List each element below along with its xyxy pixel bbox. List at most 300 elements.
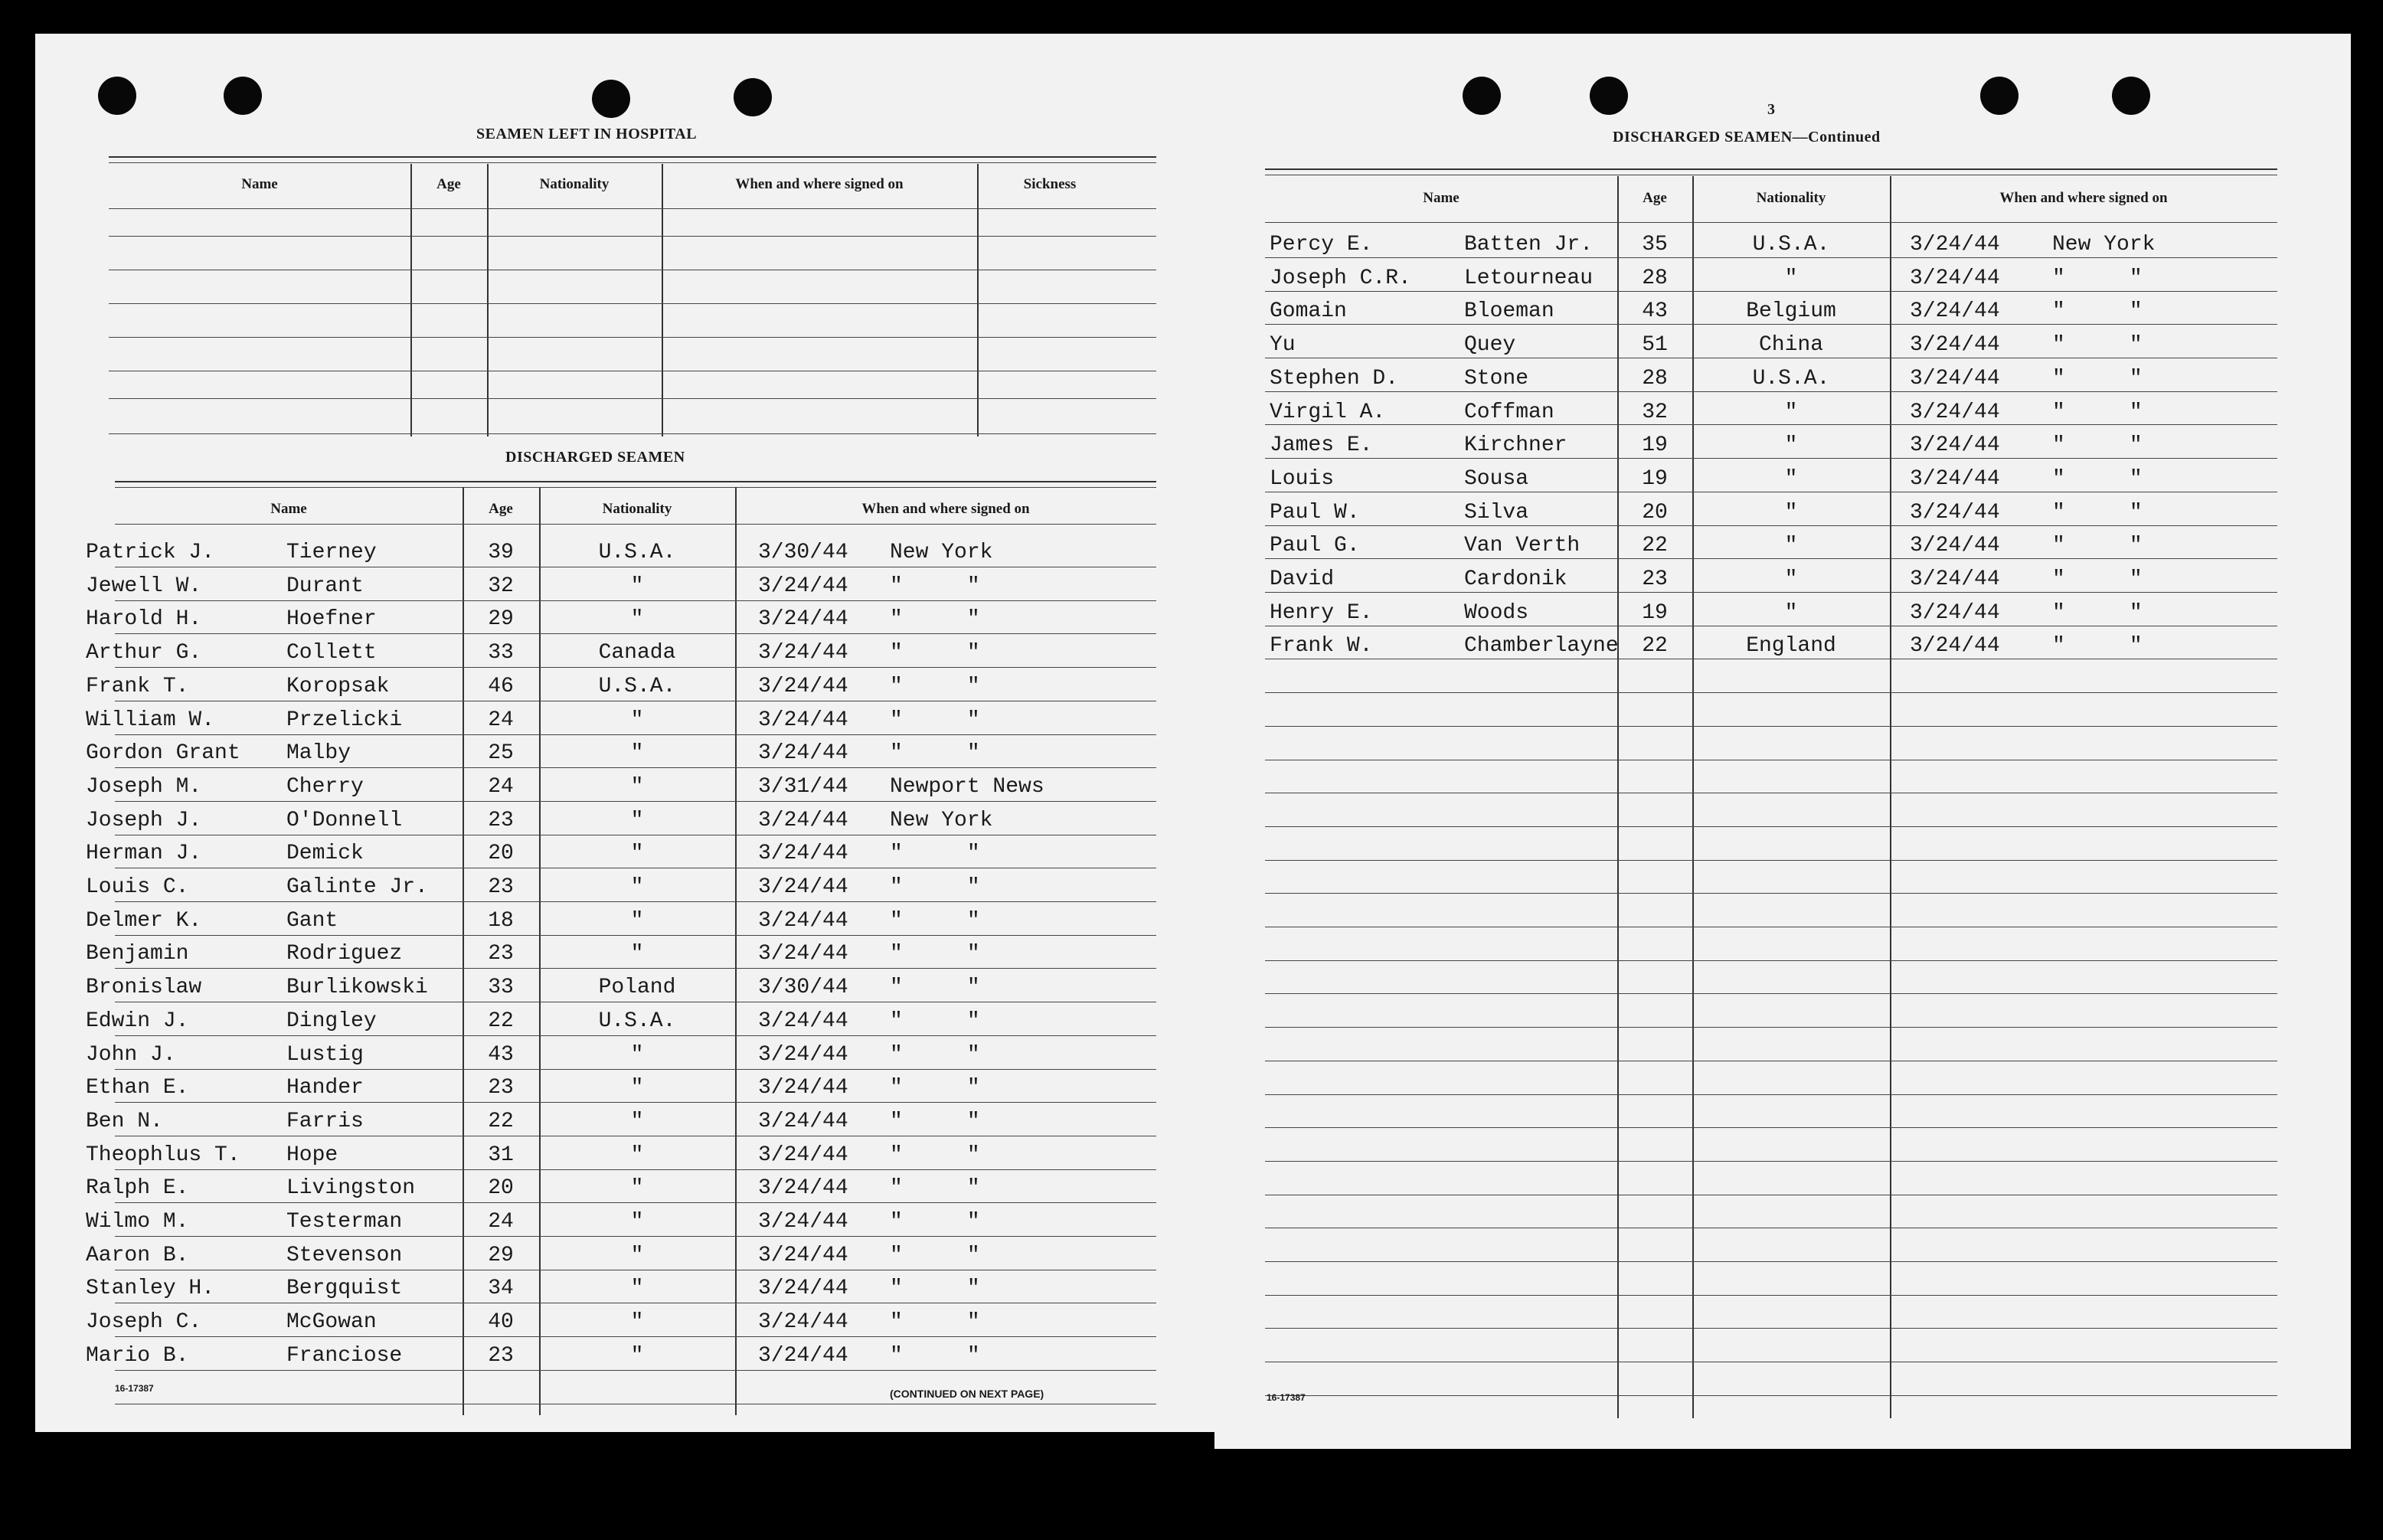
first-name: Edwin J.	[86, 1009, 189, 1033]
column-divider	[410, 164, 412, 436]
hospital-column-header: Nationality	[539, 176, 610, 192]
first-name: Louis	[1270, 467, 1335, 491]
row-line	[109, 303, 1156, 304]
first-name: Paul W.	[1270, 501, 1360, 525]
signed-on-date: 3/24/44	[758, 809, 848, 832]
signed-on-date: 3/24/44	[1910, 501, 2000, 525]
signed-on-date: 3/24/44	[758, 1009, 848, 1033]
signed-on-place: " "	[890, 1076, 980, 1100]
first-name: Paul G.	[1270, 534, 1360, 557]
first-name: David	[1270, 567, 1335, 591]
last-name: Bloeman	[1464, 299, 1554, 323]
nationality: "	[1784, 501, 1798, 525]
first-name: Joseph C.	[86, 1310, 202, 1334]
signed-on-date: 3/24/44	[1910, 467, 2000, 491]
signed-on-place: " "	[890, 1009, 980, 1033]
last-name: Cherry	[286, 775, 364, 799]
row-line	[1265, 726, 2277, 727]
nationality: Poland	[598, 976, 676, 999]
last-name: Hoefner	[286, 607, 377, 631]
row-line	[1265, 1328, 2277, 1329]
nationality: "	[630, 1344, 644, 1368]
last-name: Dingley	[286, 1009, 377, 1033]
last-name: Livingston	[286, 1176, 416, 1200]
signed-on-date: 3/24/44	[1910, 634, 2000, 658]
age: 22	[488, 1110, 514, 1133]
punch-hole-icon	[1590, 77, 1628, 115]
punch-hole-icon	[734, 78, 772, 116]
row-line	[115, 1035, 1156, 1036]
row-line	[109, 236, 1156, 237]
row-line	[115, 1169, 1156, 1170]
nationality: "	[1784, 401, 1798, 424]
row-line	[115, 1069, 1156, 1070]
signed-on-date: 3/24/44	[1910, 433, 2000, 457]
signed-on-place: " "	[2052, 433, 2143, 457]
age: 19	[1642, 467, 1668, 491]
hospital-column-header: Name	[241, 176, 278, 192]
age: 28	[1642, 266, 1668, 290]
row-line	[1265, 324, 2277, 325]
last-name: Burlikowski	[286, 976, 428, 999]
nationality: "	[1784, 266, 1798, 290]
nationality: "	[1784, 433, 1798, 457]
row-line	[1265, 826, 2277, 827]
first-name: Aaron B.	[86, 1244, 189, 1267]
age: 43	[488, 1043, 514, 1067]
first-name: Virgil A.	[1270, 401, 1386, 424]
age: 24	[488, 1210, 514, 1234]
column-divider	[487, 164, 489, 436]
age: 28	[1642, 367, 1668, 391]
last-name: O'Donnell	[286, 809, 403, 832]
first-name: Ben N.	[86, 1110, 163, 1133]
row-line	[1265, 558, 2277, 559]
row-line	[1265, 424, 2277, 425]
signed-on-place: " "	[890, 1244, 980, 1267]
hospital-column-header: Sickness	[1023, 176, 1077, 192]
signed-on-date: 3/24/44	[1910, 299, 2000, 323]
row-line	[1265, 525, 2277, 526]
row-line	[115, 801, 1156, 802]
age: 23	[488, 875, 514, 899]
last-name: Gant	[286, 909, 338, 933]
column-divider	[1890, 176, 1891, 1418]
row-line	[1265, 291, 2277, 292]
signed-on-date: 3/30/44	[758, 976, 848, 999]
first-name: Herman J.	[86, 842, 202, 865]
signed-on-place: " "	[890, 1344, 980, 1368]
first-name: Joseph J.	[86, 809, 202, 832]
nationality: "	[630, 1176, 644, 1200]
age: 51	[1642, 333, 1668, 357]
age: 39	[488, 541, 514, 564]
first-name: Patrick J.	[86, 541, 215, 564]
row-line	[1265, 860, 2277, 861]
nationality: "	[630, 607, 644, 631]
age: 29	[488, 607, 514, 631]
nationality: "	[630, 942, 644, 966]
hospital-column-header: When and where signed on	[735, 176, 904, 192]
row-line	[1265, 893, 2277, 894]
row-line	[115, 1202, 1156, 1203]
first-name: Arthur G.	[86, 641, 202, 665]
age: 20	[488, 842, 514, 865]
signed-on-place: " "	[2052, 333, 2143, 357]
signed-on-date: 3/30/44	[758, 541, 848, 564]
first-name: Harold H.	[86, 607, 202, 631]
signed-on-place: " "	[890, 708, 980, 732]
signed-on-place: " "	[890, 1210, 980, 1234]
last-name: Testerman	[286, 1210, 403, 1234]
signed-on-date: 3/24/44	[758, 942, 848, 966]
last-name: Van Verth	[1464, 534, 1580, 557]
signed-on-place: " "	[2052, 534, 2143, 557]
row-line	[115, 1236, 1156, 1237]
signed-on-date: 3/24/44	[758, 1043, 848, 1067]
nationality: "	[630, 1043, 644, 1067]
hospital-section-title: SEAMEN LEFT IN HOSPITAL	[476, 126, 698, 142]
nationality: "	[630, 1143, 644, 1167]
signed-on-place: " "	[890, 574, 980, 598]
age: 20	[488, 1176, 514, 1200]
first-name: Louis C.	[86, 875, 189, 899]
column-divider	[977, 164, 979, 436]
punch-hole-icon	[98, 77, 136, 115]
nationality: "	[630, 1244, 644, 1267]
form-number: 16-17387	[115, 1383, 154, 1394]
signed-on-date: 3/24/44	[758, 842, 848, 865]
last-name: Hope	[286, 1143, 338, 1167]
last-name: Letourneau	[1464, 266, 1594, 290]
row-line	[109, 433, 1156, 434]
first-name: Wilmo M.	[86, 1210, 189, 1234]
row-line	[115, 1336, 1156, 1337]
signed-on-place: " "	[890, 675, 980, 698]
signed-on-place: " "	[890, 641, 980, 665]
row-line	[1265, 960, 2277, 961]
punch-hole-icon	[1980, 77, 2019, 115]
row-line	[115, 1102, 1156, 1103]
last-name: Collett	[286, 641, 377, 665]
first-name: Yu	[1270, 333, 1296, 357]
last-name: Kirchner	[1464, 433, 1567, 457]
signed-on-place: New York	[890, 809, 993, 832]
rule	[115, 487, 1156, 488]
row-line	[109, 398, 1156, 399]
age: 19	[1642, 601, 1668, 625]
nationality: "	[630, 775, 644, 799]
first-name: Ethan E.	[86, 1076, 189, 1100]
last-name: Demick	[286, 842, 364, 865]
nationality: "	[630, 809, 644, 832]
column-header: Name	[1423, 190, 1460, 206]
row-line	[1265, 1395, 2277, 1396]
signed-on-date: 3/24/44	[758, 1076, 848, 1100]
signed-on-date: 3/24/44	[758, 1110, 848, 1133]
column-divider	[735, 487, 737, 1415]
nationality: "	[630, 1277, 644, 1300]
nationality: U.S.A.	[598, 1009, 676, 1033]
signed-on-date: 3/24/44	[758, 574, 848, 598]
signed-on-date: 3/24/44	[758, 741, 848, 765]
rule	[109, 162, 1156, 163]
last-name: Stone	[1464, 367, 1529, 391]
signed-on-place: " "	[890, 1277, 980, 1300]
signed-on-date: 3/24/44	[758, 675, 848, 698]
row-line	[115, 1370, 1156, 1371]
first-name: Stanley H.	[86, 1277, 215, 1300]
row-line	[1265, 1261, 2277, 1262]
nationality: "	[630, 909, 644, 933]
column-divider	[1692, 176, 1694, 1418]
row-line	[115, 968, 1156, 969]
continued-section-title: DISCHARGED SEAMEN—Continued	[1613, 129, 1881, 145]
rule	[109, 156, 1156, 158]
last-name: Rodriguez	[286, 942, 403, 966]
signed-on-place: Newport News	[890, 775, 1044, 799]
first-name: Delmer K.	[86, 909, 202, 933]
first-name: Percy E.	[1270, 233, 1373, 257]
last-name: Durant	[286, 574, 364, 598]
age: 34	[488, 1277, 514, 1300]
nationality: "	[630, 1310, 644, 1334]
nationality: "	[1784, 601, 1798, 625]
column-divider	[662, 164, 663, 436]
signed-on-place: " "	[2052, 501, 2143, 525]
last-name: Batten Jr.	[1464, 233, 1594, 257]
signed-on-place: " "	[2052, 401, 2143, 424]
row-line	[1265, 391, 2277, 392]
signed-on-date: 3/24/44	[758, 1277, 848, 1300]
first-name: James E.	[1270, 433, 1373, 457]
nationality: "	[1784, 534, 1798, 557]
last-name: McGowan	[286, 1310, 377, 1334]
age: 20	[1642, 501, 1668, 525]
punch-hole-icon	[592, 80, 630, 118]
nationality: China	[1758, 333, 1823, 357]
row-line	[115, 633, 1156, 634]
signed-on-date: 3/24/44	[1910, 401, 2000, 424]
signed-on-place: " "	[890, 607, 980, 631]
signed-on-place: " "	[890, 741, 980, 765]
row-line	[1265, 257, 2277, 258]
row-line	[1265, 1295, 2277, 1296]
signed-on-place: " "	[890, 942, 980, 966]
signed-on-date: 3/24/44	[758, 1310, 848, 1334]
nationality: "	[1784, 467, 1798, 491]
age: 22	[1642, 634, 1668, 658]
last-name: Chamberlayne	[1464, 634, 1619, 658]
signed-on-date: 3/24/44	[1910, 534, 2000, 557]
row-line	[1265, 458, 2277, 459]
last-name: Tierney	[286, 541, 377, 564]
age: 33	[488, 976, 514, 999]
first-name: Bronislaw	[86, 976, 202, 999]
hospital-column-header: Age	[436, 176, 461, 192]
signed-on-place: " "	[2052, 266, 2143, 290]
last-name: Lustig	[286, 1043, 364, 1067]
age: 22	[1642, 534, 1668, 557]
nationality: Canada	[598, 641, 676, 665]
signed-on-place: " "	[890, 1043, 980, 1067]
signed-on-place: " "	[890, 1143, 980, 1167]
nationality: Belgium	[1746, 299, 1836, 323]
nationality: "	[630, 1110, 644, 1133]
signed-on-date: 3/24/44	[1910, 601, 2000, 625]
rule	[1265, 168, 2277, 170]
form-number: 16-17387	[1267, 1392, 1306, 1403]
first-name: Jewell W.	[86, 574, 202, 598]
nationality: "	[630, 1076, 644, 1100]
row-line	[115, 901, 1156, 902]
row-line	[1265, 592, 2277, 593]
signed-on-date: 3/24/44	[758, 607, 848, 631]
discharged-section-title: DISCHARGED SEAMEN	[505, 449, 685, 466]
last-name: Sousa	[1464, 467, 1529, 491]
first-name: Ralph E.	[86, 1176, 189, 1200]
age: 46	[488, 675, 514, 698]
nationality: England	[1746, 634, 1836, 658]
first-name: Frank W.	[1270, 634, 1373, 658]
first-name: Frank T.	[86, 675, 189, 698]
punch-hole-icon	[2112, 77, 2150, 115]
signed-on-date: 3/24/44	[758, 909, 848, 933]
last-name: Cardonik	[1464, 567, 1567, 591]
last-name: Przelicki	[286, 708, 403, 732]
column-header: Age	[489, 501, 513, 517]
signed-on-place: " "	[2052, 299, 2143, 323]
signed-on-place: " "	[2052, 567, 2143, 591]
last-name: Malby	[286, 741, 351, 765]
signed-on-date: 3/24/44	[758, 641, 848, 665]
column-header: When and where signed on	[861, 501, 1030, 517]
first-name: Stephen D.	[1270, 367, 1399, 391]
row-line	[1265, 1127, 2277, 1128]
signed-on-place: " "	[890, 1110, 980, 1133]
rule	[115, 481, 1156, 482]
signed-on-date: 3/24/44	[758, 1344, 848, 1368]
signed-on-date: 3/24/44	[1910, 266, 2000, 290]
punch-hole-icon	[224, 77, 262, 115]
signed-on-place: " "	[2052, 367, 2143, 391]
nationality: U.S.A.	[1752, 367, 1830, 391]
row-line	[1265, 692, 2277, 693]
signed-on-date: 3/24/44	[758, 708, 848, 732]
row-line	[1265, 1161, 2277, 1162]
first-name: John J.	[86, 1043, 176, 1067]
column-header: When and where signed on	[1999, 190, 2168, 206]
signed-on-place: New York	[890, 541, 993, 564]
nationality: U.S.A.	[598, 675, 676, 698]
first-name: Mario B.	[86, 1344, 189, 1368]
first-name: Gordon Grant	[86, 741, 240, 765]
last-name: Galinte Jr.	[286, 875, 428, 899]
signed-on-date: 3/24/44	[1910, 367, 2000, 391]
nationality: "	[630, 741, 644, 765]
signed-on-date: 3/31/44	[758, 775, 848, 799]
row-line	[1265, 1027, 2277, 1028]
signed-on-date: 3/24/44	[758, 1176, 848, 1200]
signed-on-place: " "	[890, 976, 980, 999]
left-page	[35, 34, 1221, 1432]
age: 40	[488, 1310, 514, 1334]
age: 31	[488, 1143, 514, 1167]
first-name: Joseph C.R.	[1270, 266, 1411, 290]
row-line	[115, 600, 1156, 601]
age: 23	[488, 1344, 514, 1368]
column-header: Nationality	[1756, 190, 1826, 206]
first-name: Henry E.	[1270, 601, 1373, 625]
nationality: "	[630, 708, 644, 732]
row-line	[115, 734, 1156, 735]
row-line	[115, 667, 1156, 668]
nationality: "	[630, 1210, 644, 1234]
last-name: Koropsak	[286, 675, 390, 698]
age: 35	[1642, 233, 1668, 257]
page-number: 3	[1767, 101, 1776, 118]
age: 18	[488, 909, 514, 933]
signed-on-date: 3/24/44	[1910, 233, 2000, 257]
last-name: Coffman	[1464, 401, 1554, 424]
first-name: Benjamin	[86, 942, 189, 966]
row-line	[115, 767, 1156, 768]
last-name: Bergquist	[286, 1277, 403, 1300]
signed-on-date: 3/24/44	[1910, 567, 2000, 591]
last-name: Farris	[286, 1110, 364, 1133]
signed-on-place: " "	[2052, 634, 2143, 658]
punch-hole-icon	[1463, 77, 1501, 115]
age: 23	[488, 809, 514, 832]
age: 22	[488, 1009, 514, 1033]
first-name: Theophlus T.	[86, 1143, 240, 1167]
column-divider	[1617, 176, 1619, 1418]
first-name: William W.	[86, 708, 215, 732]
age: 43	[1642, 299, 1668, 323]
header-rule	[1265, 222, 2277, 223]
row-line	[109, 337, 1156, 338]
first-name: Joseph M.	[86, 775, 202, 799]
first-name: Gomain	[1270, 299, 1347, 323]
column-header: Nationality	[602, 501, 672, 517]
signed-on-date: 3/24/44	[758, 1143, 848, 1167]
last-name: Franciose	[286, 1344, 403, 1368]
row-line	[1265, 1094, 2277, 1095]
last-name: Hander	[286, 1076, 364, 1100]
nationality: U.S.A.	[1752, 233, 1830, 257]
signed-on-place: " "	[890, 909, 980, 933]
header-rule	[115, 524, 1156, 525]
nationality: "	[630, 574, 644, 598]
nationality: "	[1784, 567, 1798, 591]
age: 32	[1642, 401, 1668, 424]
last-name: Quey	[1464, 333, 1516, 357]
right-page	[1214, 34, 2351, 1449]
row-line	[109, 208, 1156, 209]
age: 33	[488, 641, 514, 665]
signed-on-place: New York	[2052, 233, 2156, 257]
signed-on-date: 3/24/44	[1910, 333, 2000, 357]
age: 23	[488, 1076, 514, 1100]
age: 23	[1642, 567, 1668, 591]
row-line	[115, 935, 1156, 936]
nationality: "	[630, 875, 644, 899]
nationality: "	[630, 842, 644, 865]
signed-on-date: 3/24/44	[758, 875, 848, 899]
continued-note: (CONTINUED ON NEXT PAGE)	[890, 1388, 1044, 1400]
signed-on-date: 3/24/44	[758, 1210, 848, 1234]
signed-on-place: " "	[2052, 601, 2143, 625]
